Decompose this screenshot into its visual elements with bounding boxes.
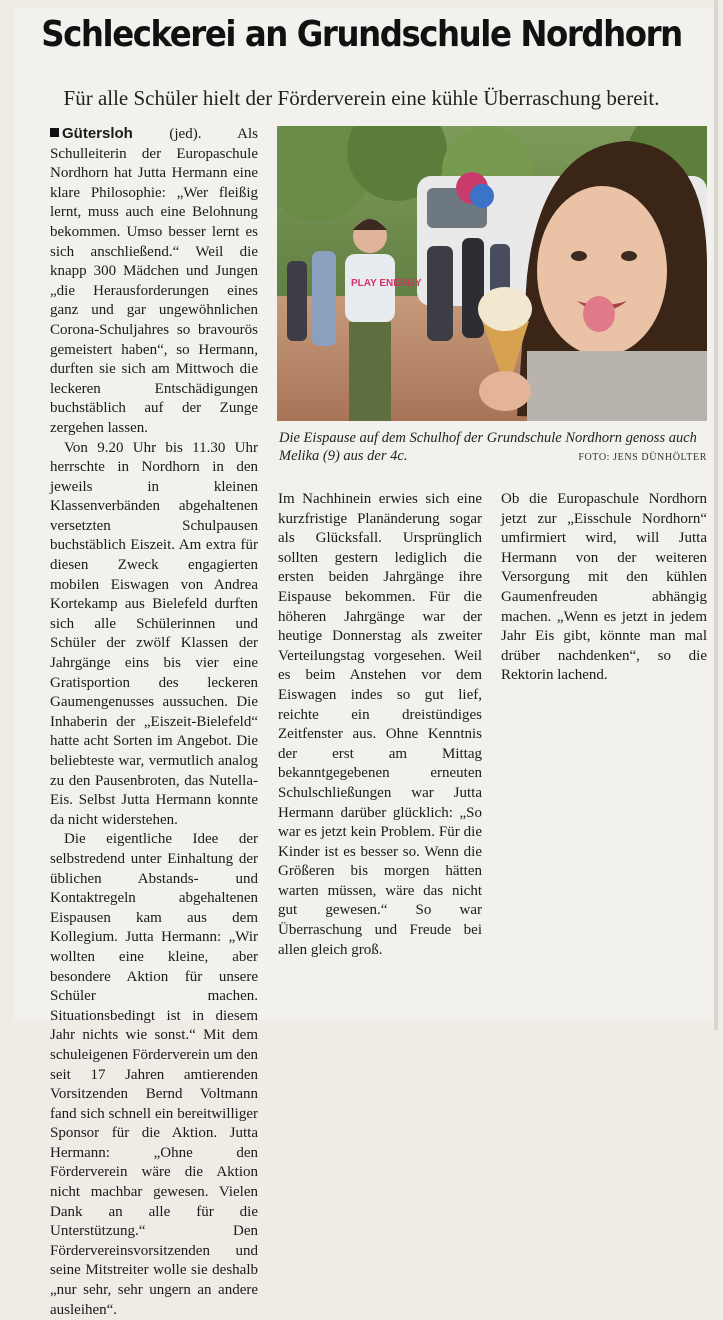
- headline: Schleckerei an Grundschule Nordhorn: [41, 14, 682, 55]
- column-3: [501, 490, 707, 686]
- column-1: [50, 124, 258, 1320]
- shirt-print: PLAY ENERGY: [351, 278, 422, 289]
- dateline: Gütersloh: [50, 125, 133, 142]
- ice-cream-scoop: [478, 287, 532, 331]
- lead-text: (jed). Als Schulleiterin der Europaschule Nordhorn hat Jutta Hermann eine klare Philosophie: „Wer fleißig lernt, muss auch eine Belohnung bekommen. Umso besser lernt es sich anschließend.“ Weil die knapp 300 Mädchen und Jungen „die Herausforderungen eines ganz und gar ungewöhnlichen Corona-Schuljahres so bravourös gemeistert haben“, so Hermann, durften sie sich am Mittwoch die leckeren Entschädigungen buchstäblich auf der Zunge zergehen lassen.: [50, 126, 259, 436]
- paragraph-5: Ob die Europaschule Nordhorn jetzt zur „Eisschule Nordhorn“ umfirmiert wird, will Jutta Hermann von der weiteren Versorgung mit den kühlen Gaumenfreuden abhängig machen. „Wenn es jetzt in jedem Jahr Eis gibt, könnte man mal drüber nachdenken“, so die Rektorin lachend.: [501, 491, 707, 684]
- hand: [479, 371, 531, 411]
- article-photo: [277, 126, 707, 421]
- paragraph-3: Die eigentliche Idee der selbstredend unter Einhaltung der üblichen Abstands- und Kontaktregeln abgehaltenen Eispausen kam aus dem Kollegium. Jutta Hermann: „Wir wollten eine kleine, aber besondere Aktion für unsere Schüler machen. Situationsbedingt ist in diesem Jahr nichts wie sonst.“ Mit dem schuleigenen Förderverein um den seit 17 Jahren amtierenden Vorsitzenden Bernd Voltmann fand sich schnell ein bereitwilliger Sponsor für die Aktion. Jutta Hermann: „Ohne den Förderverein wäre die Aktion nicht machbar gewesen. Vielen Dank an alle für die Unterstützung.“ Den Fördervereinsvorsitzenden und seine Mitstreiter wolle sie deshalb „nur sehr, sehr ungern an andere ausleihen“.: [50, 831, 258, 1318]
- lead-paragraph: [50, 124, 258, 439]
- paragraph-2: Von 9.20 Uhr bis 11.30 Uhr herrschte in Nordhorn in den jeweils in kleinen Klassenverbänden abgehaltenen versetzten Schulpausen buchstäblich Eiszeit. Am extra für diesen Zweck engagierten mobilen Eiswagen von Andrea Kortekamp aus Bielefeld durften sich alle Schülerinnen und Schüler der zwölf Klassen der Jahrgänge eins bis vier eine Gratisportion des leckeren Gaumengenusses aussuchen. Die Inhaberin der „Eiszeit-Bielefeld“ hatte acht Sorten im Angebot. Die beliebteste war, vermutlich analog zu den Pausenbroten, das Nutella-Eis. Selbst Jutta Hermann konnte da nicht widerstehen.: [50, 439, 258, 828]
- column-2: [278, 490, 482, 960]
- photo-illustration: [277, 126, 707, 421]
- tongue: [583, 296, 615, 332]
- photo-caption: Die Eispause auf dem Schulhof der Grundschule Nordhorn genoss auch Melika (9) aus der 4c.: [279, 430, 697, 464]
- photo-credit: FOTO: JENS DÜNHÖLTER: [578, 452, 707, 463]
- subheadline: Für alle Schüler hielt der Förderverein eine kühle Überraschung bereit.: [63, 86, 660, 110]
- paragraph-4: Im Nachhinein erwies sich eine kurzfristige Planänderung sogar als Glücksfall. Ursprünglich sollten gestern lediglich die ersten beiden Jahrgänge ihre Eispause bekommen. Für die höheren Jahrgänge war der heutige Donnerstag als zweiter Verteilungstag vorgesehen. Weil es beim Anstehen vor dem Eiswagen indes so gut lief, reichte ein dreistündiges Zeitfenster aus. Ohne Kenntnis der erst am Mittag bekanntgegebenen erneuten Schulschließungen war Jutta Hermann darüber glücklich: „So war es jetzt kein Problem. Für die Kinder ist es besser so. Wenn die Größeren bis morgen hätten warten müssen, wäre das nicht gut gewesen.“ So war Überraschung und Freude bei allen gleich groß.: [278, 491, 482, 958]
- page-fold-shadow: [714, 0, 718, 1030]
